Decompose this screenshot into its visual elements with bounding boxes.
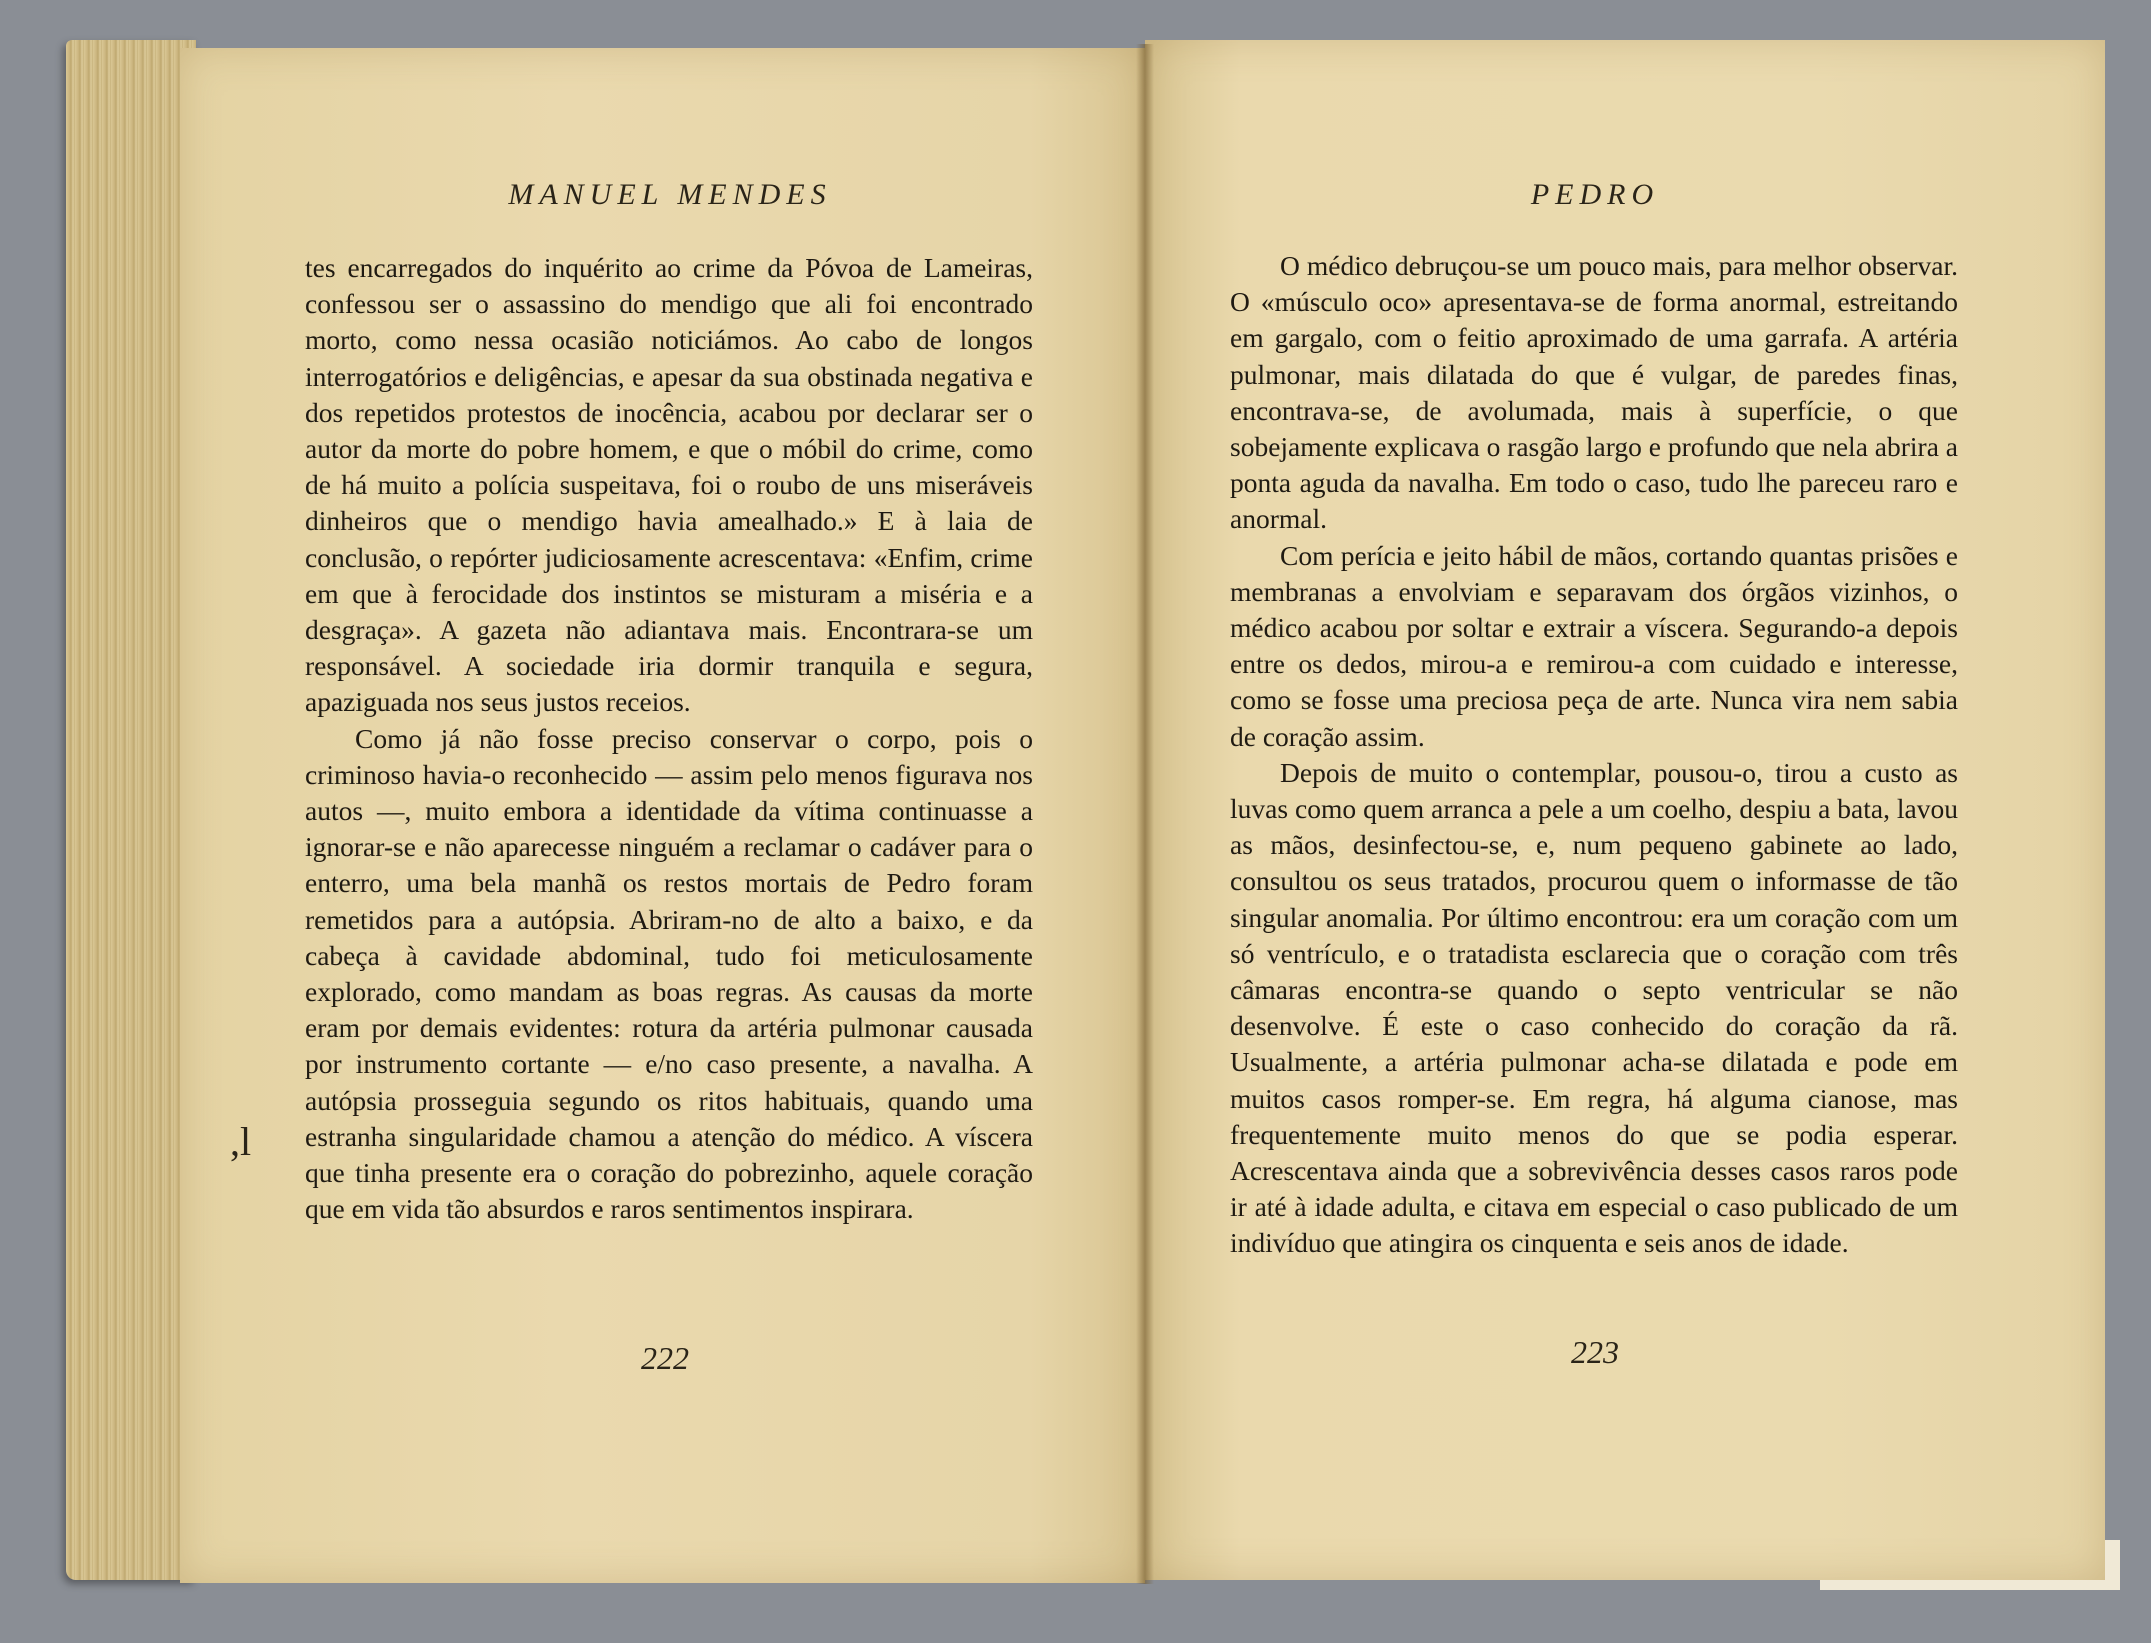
right-paragraph-1: O médico debruçou-se um pouco mais, para melhor observar. O «músculo oco» apresentava-se de forma anormal, estreitando em gargalo, com o feitio aproximado de uma garrafa. A artéria pulmonar, mais dilatada do que é vulgar, de paredes finas, encontrava-se, de avolumada, mais à superfície, o que sobejamente explicava o rasgão largo e profundo que nela abrira a ponta aguda da navalha. Em todo o caso, tudo lhe pareceu raro e anormal. [1230, 250, 1958, 535]
right-page-number: 223 [1571, 1334, 1619, 1370]
left-paragraph-1: tes encarregados do inquérito ao crime da Póvoa de Lameiras, confessou ser o assassino do mendigo que ali foi encontrado morto, como nessa ocasião noticiámos. Ao cabo de longos interrogatórios e deligências, e apesar da sua obstinada negativa e dos repetidos protestos de inocência, acabou por declarar ser o autor da morte do pobre homem, e que o móbil do crime, como de há muito a polícia suspeitava, foi o roubo de uns miseráveis dinheiros que o mendigo havia amealhado.» E à laia de conclusão, o repórter judiciosamente acrescentava: «Enfim, crime em que à ferocidade dos instintos se misturam a miséria e a desgraça». A gazeta não adiantava mais. Encontrara-se um responsável. A sociedade iria dormir tranquila e segura, apaziguada nos seus justos receios. [305, 252, 1033, 718]
left-running-head: MANUEL MENDES [508, 178, 832, 211]
margin-note: ,l [230, 1119, 252, 1164]
left-text-block [305, 250, 1033, 1227]
right-running-head: PEDRO [1530, 178, 1660, 211]
right-text-block [1230, 248, 1958, 1262]
right-paragraph-2: Com perícia e jeito hábil de mãos, cortando quantas prisões e membranas a envolviam e separavam dos órgãos vizinhos, o médico acabou por soltar e extrair a víscera. Segurando-a depois entre os dedos, mirou-a e remirou-a com cuidado e interesse, como se fosse uma preciosa peça de arte. Nunca vira nem sabia de coração assim. [1230, 539, 1958, 752]
left-paragraph-2: Como já não fosse preciso conservar o corpo, pois o criminoso havia-o reconhecido — assim pelo menos figurava nos autos —, muito embora a identidade da vítima continuasse a ignorar-se e não aparecesse ninguém a reclamar o cadáver para o enterro, uma bela manhã os restos mortais de Pedro foram remetidos para a autópsia. Abriram-no de alto a baixo, e da cabeça à cavidade abdominal, tudo foi meticulosamente explorado, como mandam as boas regras. As causas da morte eram por demais evidentes: rotura da artéria pulmonar causada por instrumento cortante — e/no caso presente, a navalha. A autópsia prosseguia segundo os ritos habituais, quando uma estranha singularidade chamou a atenção do médico. A víscera que tinha presente era o coração do pobrezinho, aquele coração que em vida tão absurdos e raros sentimentos inspirara. [305, 722, 1033, 1225]
right-paragraph-3: Depois de muito o contemplar, pousou-o, tirou a custo as luvas como quem arranca a pele a um coelho, despiu a bata, lavou as mãos, desinfectou-se, e, num pequeno gabinete ao lado, consultou os seus tratados, procurou quem o informasse de tão singular anomalia. Por último encontrou: era um coração com um só ventrículo, e o tratadista esclarecia que o coração com três câmaras encontra-se quando o septo ventricular se não desenvolve. É este o caso conhecido do coração da rã. Usualmente, a artéria pulmonar acha-se dilatada e pode em muitos casos romper-se. Em regra, há alguma cianose, mas frequentemente muito menos do que se podia esperar. Acrescentava ainda que a sobrevivência desses casos raros pode ir até à idade adulta, e citava em especial o caso publicado de um indivíduo que atingira os cinquenta e seis anos de idade. [1230, 756, 1958, 1259]
gutter [1136, 44, 1154, 1584]
page-edges [66, 40, 196, 1580]
left-page-number: 222 [641, 1340, 689, 1376]
